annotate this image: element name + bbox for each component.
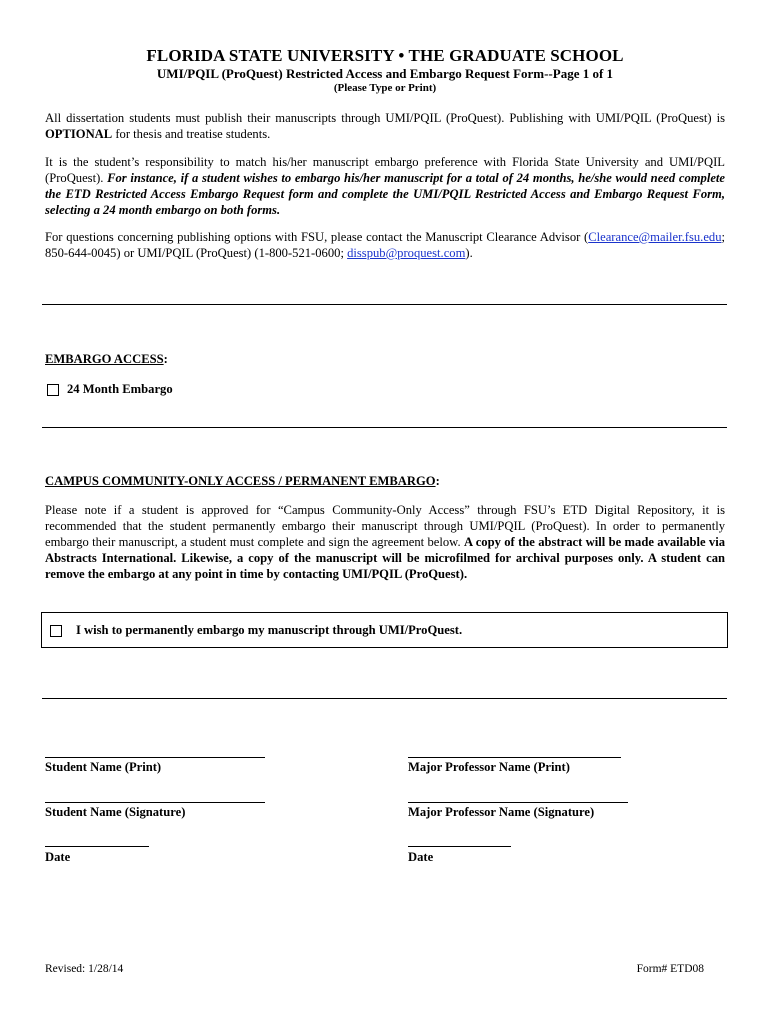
intro-p1-text: All dissertation students must publish their manuscripts through UMI/PQIL (ProQuest). Publishing with UMI/PQIL (ProQuest) is	[45, 111, 725, 125]
form-subtitle: UMI/PQIL (ProQuest) Restricted Access and Embargo Request Form--Page 1 of 1	[156, 66, 614, 81]
intro-p2-text: It is the student’s responsibility to match his/her manuscript embargo preference with Florida State University and UMI/PQIL (ProQuest).	[45, 155, 725, 185]
24-month-embargo-checkbox[interactable]	[47, 384, 59, 396]
professor-signature-field[interactable]	[408, 802, 628, 803]
revision-date: Revised: 1/28/14	[45, 963, 124, 975]
student-date-label: Date	[45, 850, 71, 864]
intro-paragraph-1	[45, 110, 725, 142]
24-month-embargo-label: 24 Month Embargo	[67, 382, 173, 396]
student-signature-field[interactable]	[45, 802, 265, 803]
intro-paragraph-2	[45, 154, 725, 218]
section-divider	[42, 304, 727, 305]
student-name-print-field[interactable]	[45, 757, 265, 758]
intro-p2-example: For instance, if a student wishes to embargo his/her manuscript for a total of 24 months, he/she would need complete the ETD Restricted Access Embargo Request form and complete the UMI/PQIL Restricted Access and Embargo Request Form, selecting a 24 month embargo on both forms.	[45, 171, 726, 217]
clearance-email-link[interactable]: Clearance@mailer.fsu.edu	[588, 230, 722, 244]
intro-p3-text: For questions concerning publishing options with FSU, please contact the Manuscript Clearance Advisor (	[45, 230, 589, 244]
embargo-access-heading	[45, 352, 168, 367]
embargo-heading-text: EMBARGO ACCESS	[45, 352, 164, 366]
page-title: FLORIDA STATE UNIVERSITY • THE GRADUATE SCHOOL	[146, 46, 624, 65]
intro-p1-tail: for thesis and treatise students.	[112, 127, 271, 141]
student-date-field[interactable]	[45, 846, 149, 847]
campus-access-paragraph	[45, 502, 725, 582]
professor-date-field[interactable]	[408, 846, 511, 847]
student-signature-label: Student Name (Signature)	[45, 805, 186, 819]
optional-emphasis: OPTIONAL	[45, 127, 113, 141]
campus-paragraph-bold: A copy of the abstract will be made available via Abstracts International. Likewise, a copy of the manuscript will be microfilmed for archival purposes only. A student can remove the embargo at any point in time by contacting UMI/PQIL (ProQuest).	[45, 535, 725, 581]
professor-name-print-field[interactable]	[408, 757, 621, 758]
professor-name-print-label: Major Professor Name (Print)	[408, 760, 570, 774]
campus-heading-colon: :	[435, 474, 440, 488]
form-instruction-note: (Please Type or Print)	[333, 82, 437, 94]
professor-date-label: Date	[408, 850, 434, 864]
campus-paragraph-text: Please note if a student is approved for “Campus Community-Only Access” through FSU’s ETD Digital Repository, it is recommended that the student permanently embargo their manuscript through UMI/PQIL (ProQuest). In order to permanently embargo their manuscript, a student must complete and sign the agreement below.	[45, 503, 725, 549]
intro-p3-mid: ; 850-644-0045) or UMI/PQIL (ProQuest) (1-800-521-0600;	[45, 230, 725, 260]
form-number: Form# ETD08	[636, 963, 704, 975]
section-divider	[42, 427, 727, 428]
professor-signature-label: Major Professor Name (Signature)	[408, 805, 595, 819]
campus-access-heading	[45, 474, 440, 489]
campus-heading-text: CAMPUS COMMUNITY-ONLY ACCESS / PERMANENT EMBARGO	[45, 474, 436, 488]
student-name-print-label: Student Name (Print)	[45, 760, 162, 774]
intro-paragraph-3	[45, 229, 725, 261]
permanent-embargo-label: I wish to permanently embargo my manuscript through UMI/ProQuest.	[76, 623, 463, 637]
intro-p3-tail: ).	[465, 246, 473, 260]
permanent-embargo-checkbox[interactable]	[50, 625, 62, 637]
proquest-email-link[interactable]: disspub@proquest.com	[347, 246, 466, 260]
embargo-heading-colon: :	[163, 352, 168, 366]
section-divider	[42, 698, 727, 699]
